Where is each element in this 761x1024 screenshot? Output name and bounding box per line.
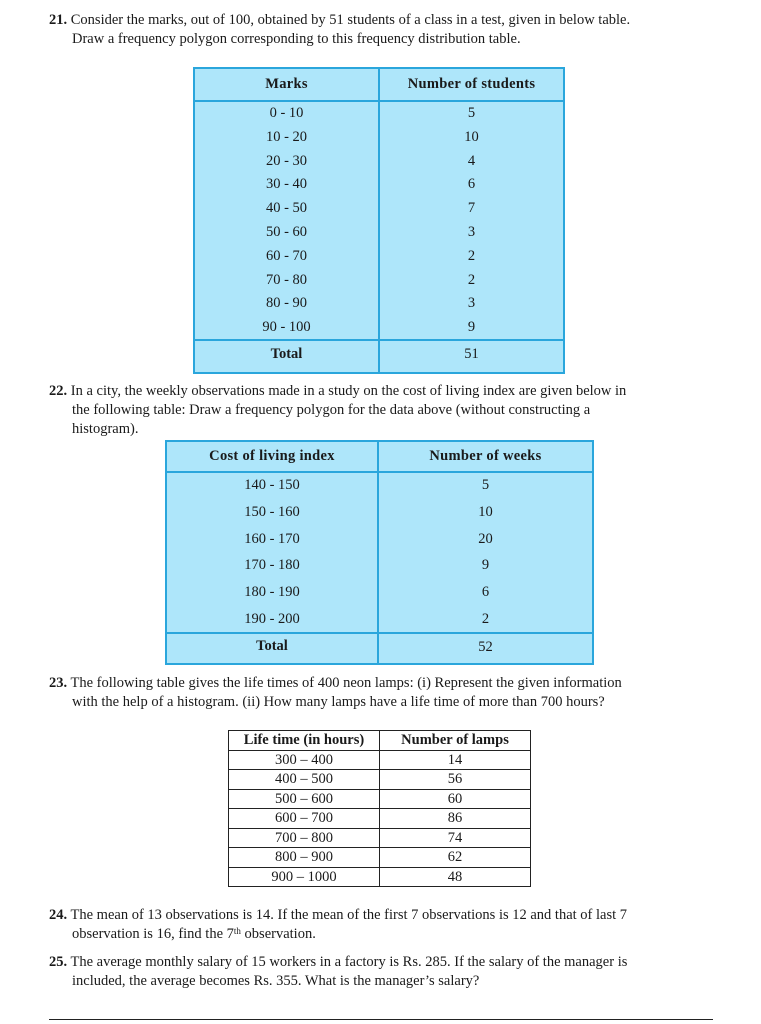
range-cell: 170 - 180 <box>244 557 300 574</box>
question-text: the following table: Draw a frequency polygon for the data above (without constructing a <box>72 402 591 418</box>
range-cell: 70 - 80 <box>265 271 308 288</box>
range-cell: 10 - 20 <box>265 128 308 145</box>
range-cell: 30 - 40 <box>265 176 308 193</box>
header-cost-of-living-index: Cost of living index <box>209 448 335 464</box>
total-value: 51 <box>464 346 479 362</box>
question-number: 25. <box>49 954 68 970</box>
count-cell: 10 <box>478 503 493 520</box>
question-number: 21. <box>49 12 68 28</box>
column-divider <box>377 442 379 663</box>
table-row <box>229 789 531 809</box>
range-cell: 80 - 90 <box>265 295 308 312</box>
total-label: Total <box>270 346 303 362</box>
header-marks: Marks <box>265 76 308 92</box>
question-text: Consider the marks, out of 100, obtained by 51 students of a class in a test, given in below table. <box>70 12 631 28</box>
count-cell: 20 <box>478 530 493 547</box>
count-cell: 7 <box>467 200 476 217</box>
lamp-count-cell: 74 <box>380 828 531 848</box>
question-text: The mean of 13 observations is 14. If the mean of the first 7 observations is 12 and that of last 7 <box>70 907 628 923</box>
count-cell: 9 <box>481 557 490 574</box>
range-cell: 160 - 170 <box>244 530 300 547</box>
count-cell: 5 <box>481 477 490 493</box>
total-value: 52 <box>478 639 493 655</box>
range-cell: 180 - 190 <box>244 584 300 601</box>
life-time-cell: 400 – 500 <box>229 770 380 790</box>
header-number-of-students: Number of students <box>407 76 536 92</box>
lamp-count-cell: 62 <box>380 848 531 868</box>
question-text: histogram). <box>72 421 139 437</box>
question-text: In a city, the weekly observations made in a study on the cost of living index are given below in <box>70 383 627 399</box>
count-cell: 2 <box>467 247 476 264</box>
table-row <box>229 750 531 770</box>
lamp-count-cell: 86 <box>380 809 531 829</box>
question-25 <box>49 953 713 991</box>
table-footer <box>167 632 592 663</box>
count-cell: 9 <box>467 319 476 336</box>
life-time-cell: 500 – 600 <box>229 789 380 809</box>
range-cell: 140 - 150 <box>244 477 300 493</box>
count-cell: 5 <box>467 105 476 121</box>
neon-lamps-table <box>228 730 531 887</box>
table-row <box>229 828 531 848</box>
count-cell: 2 <box>481 611 490 627</box>
table-header-row <box>229 731 531 751</box>
question-22 <box>49 382 713 439</box>
range-cell: 0 - 10 <box>269 105 304 121</box>
table-header <box>195 69 563 102</box>
question-number: 24. <box>49 907 68 923</box>
question-24 <box>49 906 713 944</box>
question-21 <box>49 11 713 49</box>
count-cell: 4 <box>467 152 476 169</box>
total-label: Total <box>256 638 288 654</box>
range-cell: 60 - 70 <box>265 247 308 264</box>
table-header <box>167 442 592 473</box>
lamp-count-cell: 48 <box>380 867 531 887</box>
table-row <box>229 809 531 829</box>
life-time-cell: 900 – 1000 <box>229 867 380 887</box>
count-cell: 6 <box>481 584 490 601</box>
count-cell: 3 <box>467 224 476 240</box>
question-text: The following table gives the life times of 400 neon lamps: (i) Represent the given information <box>70 675 622 691</box>
range-cell: 20 - 30 <box>265 152 308 169</box>
header-number-of-lamps: Number of lamps <box>380 731 531 751</box>
cost-of-living-table <box>165 440 594 665</box>
table-row <box>229 770 531 790</box>
range-cell: 50 - 60 <box>265 224 308 240</box>
count-cell: 10 <box>464 128 479 145</box>
question-number: 22. <box>49 383 68 399</box>
question-23 <box>49 674 713 712</box>
table-row <box>229 867 531 887</box>
question-text: The average monthly salary of 15 workers in a factory is Rs. 285. If the salary of the manager is <box>70 954 628 970</box>
life-time-cell: 300 – 400 <box>229 750 380 770</box>
range-cell: 90 - 100 <box>262 319 311 336</box>
life-time-cell: 600 – 700 <box>229 809 380 829</box>
range-cell: 150 - 160 <box>244 503 300 520</box>
lamp-count-cell: 60 <box>380 789 531 809</box>
question-text: Draw a frequency polygon corresponding to this frequency distribution table. <box>72 31 521 47</box>
superscript: th <box>233 926 241 936</box>
question-text: with the help of a histogram. (ii) How many lamps have a life time of more than 700 hours? <box>72 694 605 710</box>
count-cell: 2 <box>467 271 476 288</box>
lamp-count-cell: 14 <box>380 750 531 770</box>
header-life-time: Life time (in hours) <box>229 731 380 751</box>
range-cell: 40 - 50 <box>265 200 308 217</box>
count-cell: 6 <box>467 176 476 193</box>
question-text: included, the average becomes Rs. 355. What is the manager’s salary? <box>72 973 480 989</box>
header-number-of-weeks: Number of weeks <box>429 448 542 464</box>
range-cell: 190 - 200 <box>244 611 300 627</box>
life-time-cell: 700 – 800 <box>229 828 380 848</box>
table-row <box>229 848 531 868</box>
life-time-cell: 800 – 900 <box>229 848 380 868</box>
count-cell: 3 <box>467 295 476 312</box>
question-text: observation is 16, find the 7 <box>72 926 234 942</box>
question-text: observation. <box>240 926 316 942</box>
footer-rule <box>49 1019 713 1020</box>
lamp-count-cell: 56 <box>380 770 531 790</box>
table-footer <box>195 339 563 372</box>
question-number: 23. <box>49 675 68 691</box>
marks-table <box>193 67 565 374</box>
